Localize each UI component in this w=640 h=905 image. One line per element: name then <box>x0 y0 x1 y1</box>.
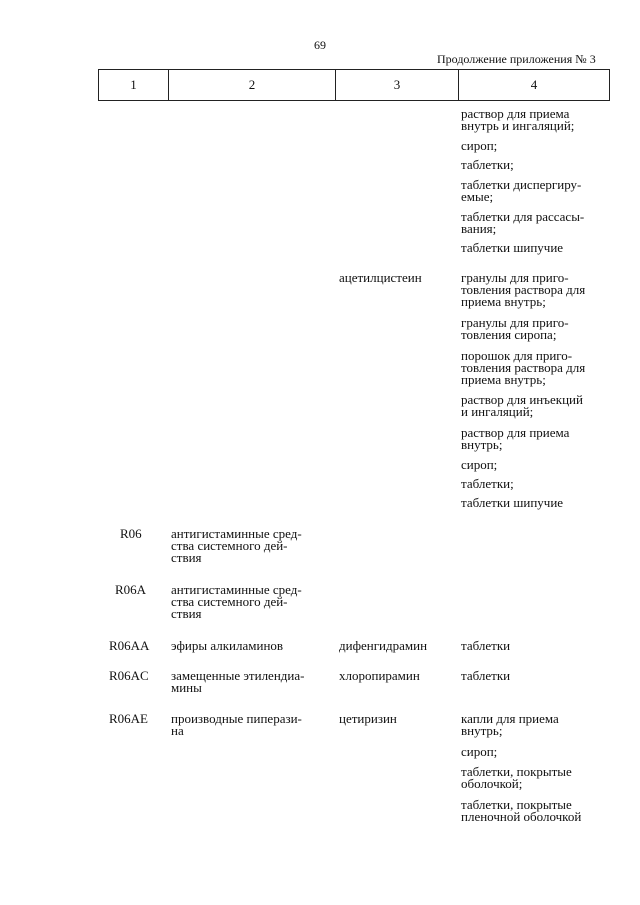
atc-code: R06 <box>120 526 142 541</box>
group-line: эфиры алкиламинов <box>171 638 284 653</box>
form-line: капли для приема <box>461 711 559 726</box>
form-line: приема внутрь; <box>461 294 546 309</box>
group-line: ствия <box>171 550 202 565</box>
form-line: порошок для приго- <box>461 348 573 363</box>
form-line: таблетки шипучие <box>461 495 564 510</box>
form-line: раствор для приема <box>461 106 570 121</box>
group-line: антигистаминные сред- <box>171 526 302 541</box>
form-line: таблетки, покрытые <box>461 797 572 812</box>
atc-code: R06AE <box>109 711 148 726</box>
form-line: таблетки; <box>461 476 514 491</box>
drug-name: ацетилцистеин <box>339 270 422 285</box>
form-line: таблетки; <box>461 157 514 172</box>
appendix-title: Продолжение приложения № 3 <box>437 52 596 66</box>
form-line: внутрь; <box>461 723 503 738</box>
form-line: таблетки, покрытые <box>461 764 572 779</box>
header-col-3: 3 <box>336 70 459 100</box>
group-line: антигистаминные сред- <box>171 582 302 597</box>
group-line: на <box>171 723 184 738</box>
page-number: 69 <box>314 38 326 52</box>
form-line: гранулы для приго- <box>461 315 569 330</box>
form-line: раствор для инъекций <box>461 392 583 407</box>
drug-name: хлоропирамин <box>339 668 420 683</box>
form-line: сироп; <box>461 138 498 153</box>
form-line: таблетки шипучие <box>461 240 564 255</box>
form-line: внутрь; <box>461 437 503 452</box>
atc-code: R06AC <box>109 668 149 683</box>
table-header <box>98 69 610 101</box>
form-line: пленочной оболочкой <box>461 809 582 824</box>
group-line: ства системного дей- <box>171 538 288 553</box>
group-line: мины <box>171 680 202 695</box>
form-line: таблетки для рассасы- <box>461 209 585 224</box>
form-line: внутрь и ингаляций; <box>461 118 575 133</box>
form-line: таблетки <box>461 638 511 653</box>
form-line: раствор для приема <box>461 425 570 440</box>
form-line: и ингаляций; <box>461 404 534 419</box>
group-line: производные пиперази- <box>171 711 302 726</box>
atc-code: R06AA <box>109 638 150 653</box>
form-line: товления раствора для <box>461 282 586 297</box>
form-line: гранулы для приго- <box>461 270 569 285</box>
form-line: таблетки <box>461 668 511 683</box>
form-line: емые; <box>461 189 494 204</box>
drug-name: цетиризин <box>339 711 397 726</box>
group-line: ствия <box>171 606 202 621</box>
group-line: замещенные этилендиа- <box>171 668 305 683</box>
header-col-4: 4 <box>530 77 538 92</box>
header-col-2: 2 <box>169 70 336 100</box>
form-line: товления сиропа; <box>461 327 557 342</box>
form-line: сироп; <box>461 457 498 472</box>
atc-code: R06A <box>115 582 147 597</box>
group-line: ства системного дей- <box>171 594 288 609</box>
form-line: вания; <box>461 221 497 236</box>
drug-name: дифенгидрамин <box>339 638 428 653</box>
form-line: приема внутрь; <box>461 372 546 387</box>
form-line: сироп; <box>461 744 498 759</box>
header-col-1: 1 <box>99 70 169 100</box>
form-line: оболочкой; <box>461 776 523 791</box>
form-line: таблетки диспергиру- <box>461 177 582 192</box>
form-line: товления раствора для <box>461 360 586 375</box>
